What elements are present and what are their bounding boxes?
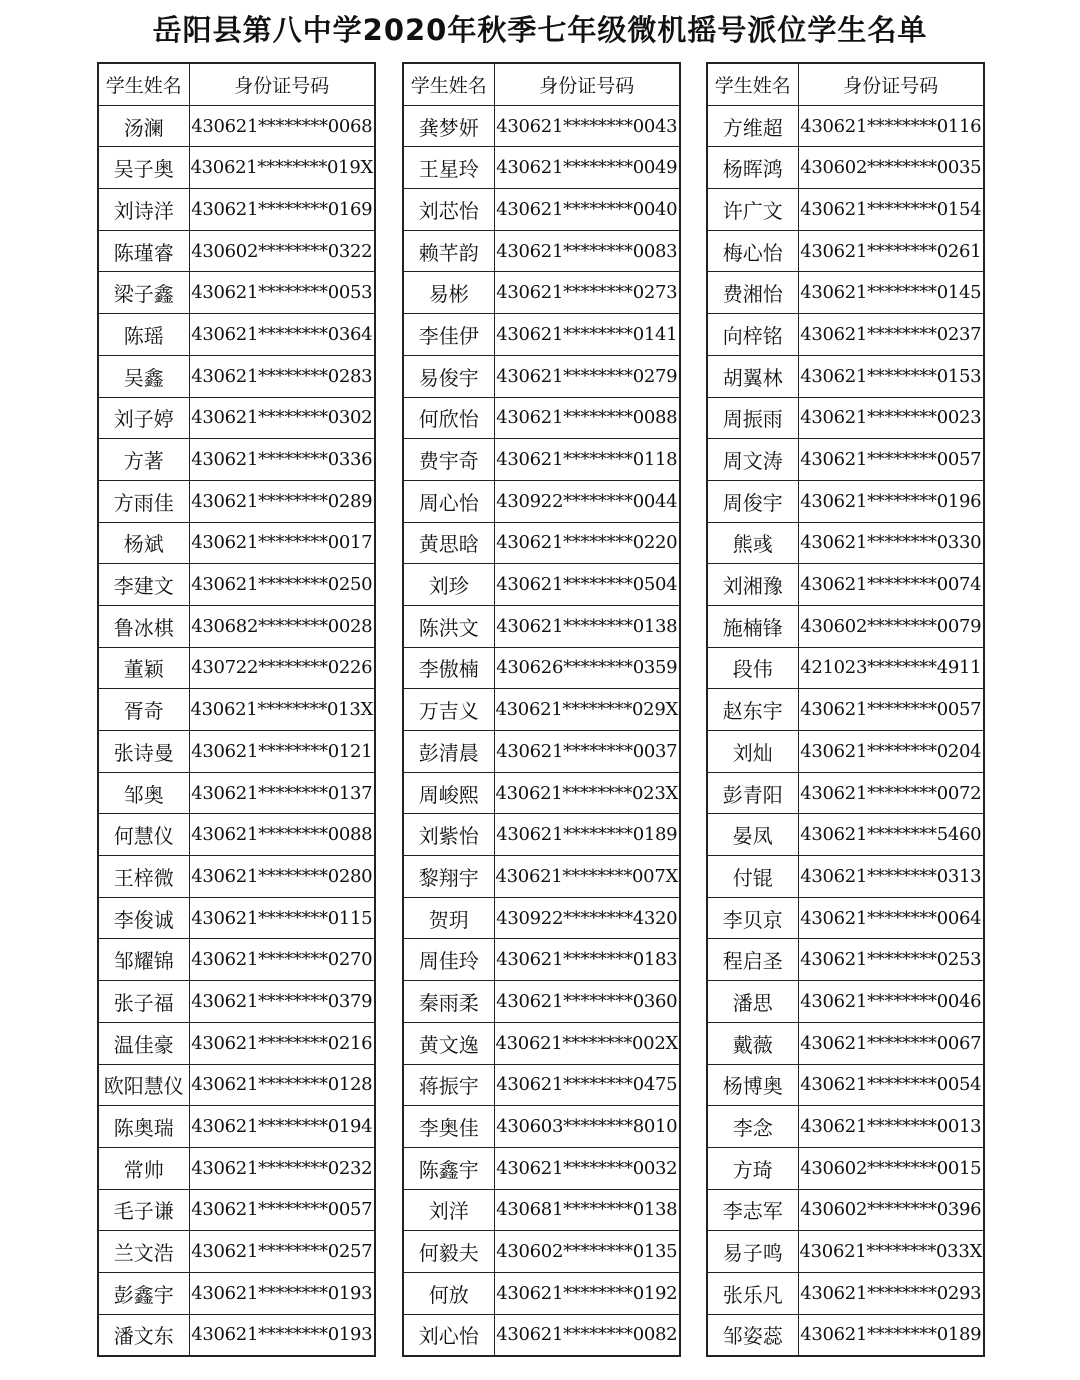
- id-number: 430621********0118: [494, 439, 680, 481]
- id-number: 430621********0504: [494, 564, 680, 606]
- student-name: 李佳伊: [403, 314, 494, 356]
- student-name: 刘心怡: [403, 1314, 494, 1356]
- id-number: 430621********019X: [189, 147, 375, 189]
- id-number: 430621********0088: [189, 814, 375, 856]
- student-name: 许广文: [707, 189, 798, 231]
- id-number: 430621********0257: [189, 1231, 375, 1273]
- id-number: 430621********0253: [798, 939, 984, 981]
- id-number: 430626********0359: [494, 647, 680, 689]
- id-number: 430621********0293: [798, 1272, 984, 1314]
- id-number: 430621********023X: [494, 772, 680, 814]
- student-name: 李奥佳: [403, 1106, 494, 1148]
- id-number: 430621********0270: [189, 939, 375, 981]
- table-row: [403, 439, 680, 481]
- id-number: 421023********4911: [798, 647, 984, 689]
- student-name: 潘文东: [98, 1314, 189, 1356]
- student-name: 欧阳慧仪: [98, 1064, 189, 1106]
- id-number: 430621********0216: [189, 1022, 375, 1064]
- table-row: [98, 355, 375, 397]
- page-title: 岳阳县第八中学2020年秋季七年级微机摇号派位学生名单: [152, 13, 928, 47]
- table-row: [403, 564, 680, 606]
- id-number: 430621********0054: [798, 1064, 984, 1106]
- id-number: 430621********0237: [798, 314, 984, 356]
- table-row: [707, 564, 984, 606]
- id-number: 430621********0046: [798, 981, 984, 1023]
- table-row: [403, 522, 680, 564]
- student-name: 李俊诚: [98, 897, 189, 939]
- table-row: [403, 1064, 680, 1106]
- table-row: [707, 189, 984, 231]
- table-row: [707, 1189, 984, 1231]
- table-row: [98, 1272, 375, 1314]
- header-id-number: 身份证号码: [189, 63, 375, 105]
- id-number: 430621********0250: [189, 564, 375, 606]
- table-row: [707, 647, 984, 689]
- id-number: 430621********0141: [494, 314, 680, 356]
- id-number: 430621********002X: [494, 1022, 680, 1064]
- table-row: [98, 147, 375, 189]
- table-row: [707, 1022, 984, 1064]
- table-row: [98, 605, 375, 647]
- id-number: 430602********0322: [189, 230, 375, 272]
- student-name: 陈瑾睿: [98, 230, 189, 272]
- table-row: [707, 772, 984, 814]
- student-name: 易俊宇: [403, 355, 494, 397]
- roster-table-1: [97, 62, 376, 1357]
- table-row: [707, 939, 984, 981]
- id-number: 430621********0360: [494, 981, 680, 1023]
- table-row: [707, 480, 984, 522]
- id-number: 430621********0017: [189, 522, 375, 564]
- id-number: 430621********0023: [798, 397, 984, 439]
- header-id-number: 身份证号码: [798, 63, 984, 105]
- student-name: 戴薇: [707, 1022, 798, 1064]
- id-number: 430621********007X: [494, 856, 680, 898]
- id-number: 430621********0283: [189, 355, 375, 397]
- table-row: [707, 230, 984, 272]
- student-name: 晏凤: [707, 814, 798, 856]
- id-number: 430621********0082: [494, 1314, 680, 1356]
- student-name: 黎翔宇: [403, 856, 494, 898]
- student-name: 刘紫怡: [403, 814, 494, 856]
- student-name: 张乐凡: [707, 1272, 798, 1314]
- table-row: [403, 814, 680, 856]
- student-name: 段伟: [707, 647, 798, 689]
- id-number: 430621********0193: [189, 1272, 375, 1314]
- id-number: 430621********0273: [494, 272, 680, 314]
- table-row: [707, 1106, 984, 1148]
- id-number: 430621********0053: [189, 272, 375, 314]
- student-name: 汤澜: [98, 105, 189, 147]
- id-number: 430621********0057: [189, 1189, 375, 1231]
- id-number: 430621********5460: [798, 814, 984, 856]
- id-number: 430621********0072: [798, 772, 984, 814]
- student-name: 张诗曼: [98, 731, 189, 773]
- table-row: [98, 939, 375, 981]
- student-name: 周文涛: [707, 439, 798, 481]
- table-row: [98, 897, 375, 939]
- student-name: 刘湘豫: [707, 564, 798, 606]
- student-name: 付锟: [707, 856, 798, 898]
- table-row: [403, 981, 680, 1023]
- student-name: 陈奥瑞: [98, 1106, 189, 1148]
- table-row: [403, 355, 680, 397]
- id-number: 430621********0194: [189, 1106, 375, 1148]
- table-row: [707, 522, 984, 564]
- table-row: [707, 105, 984, 147]
- table-row: [98, 1147, 375, 1189]
- table-row: [98, 105, 375, 147]
- student-name: 陈鑫宇: [403, 1147, 494, 1189]
- student-name: 赖芊韵: [403, 230, 494, 272]
- table-row: [403, 1189, 680, 1231]
- table-row: [707, 272, 984, 314]
- student-name: 刘子婷: [98, 397, 189, 439]
- student-name: 董颖: [98, 647, 189, 689]
- table-row: [403, 1272, 680, 1314]
- table-row: [403, 897, 680, 939]
- id-number: 430621********0137: [189, 772, 375, 814]
- table-row: [403, 772, 680, 814]
- id-number: 430621********0169: [189, 189, 375, 231]
- header-row: [707, 63, 984, 105]
- student-name: 毛子谦: [98, 1189, 189, 1231]
- table-row: [98, 1189, 375, 1231]
- student-name: 吴子奥: [98, 147, 189, 189]
- table-row: [98, 814, 375, 856]
- header-student-name: 学生姓名: [98, 63, 189, 105]
- student-name: 贺玥: [403, 897, 494, 939]
- table-row: [98, 564, 375, 606]
- student-name: 万吉义: [403, 689, 494, 731]
- student-name: 周峻熙: [403, 772, 494, 814]
- id-number: 430922********4320: [494, 897, 680, 939]
- header-id-number: 身份证号码: [494, 63, 680, 105]
- table-row: [403, 856, 680, 898]
- student-name: 李建文: [98, 564, 189, 606]
- id-number: 430621********0083: [494, 230, 680, 272]
- student-name: 彭鑫宇: [98, 1272, 189, 1314]
- table-row: [403, 1231, 680, 1273]
- id-number: 430621********0074: [798, 564, 984, 606]
- table-row: [707, 355, 984, 397]
- student-name: 何慧仪: [98, 814, 189, 856]
- student-name: 易子鸣: [707, 1231, 798, 1273]
- student-name: 赵东宇: [707, 689, 798, 731]
- table-row: [98, 272, 375, 314]
- roster-table-2: [402, 62, 681, 1357]
- table-row: [98, 1106, 375, 1148]
- id-number: 430621********0067: [798, 1022, 984, 1064]
- id-number: 430621********0115: [189, 897, 375, 939]
- id-number: 430621********0088: [494, 397, 680, 439]
- student-name: 胡翼林: [707, 355, 798, 397]
- table-row: [707, 1147, 984, 1189]
- student-name: 潘思: [707, 981, 798, 1023]
- table-row: [403, 189, 680, 231]
- id-number: 430621********0043: [494, 105, 680, 147]
- id-number: 430602********0035: [798, 147, 984, 189]
- table-row: [98, 981, 375, 1023]
- id-number: 430621********0128: [189, 1064, 375, 1106]
- student-name: 温佳豪: [98, 1022, 189, 1064]
- table-row: [98, 439, 375, 481]
- student-name: 施楠锋: [707, 605, 798, 647]
- table-row: [707, 814, 984, 856]
- table-row: [707, 397, 984, 439]
- id-number: 430621********033X: [798, 1231, 984, 1273]
- table-row: [403, 147, 680, 189]
- id-number: 430621********0040: [494, 189, 680, 231]
- student-name: 易彬: [403, 272, 494, 314]
- id-number: 430621********0313: [798, 856, 984, 898]
- id-number: 430621********0364: [189, 314, 375, 356]
- id-number: 430621********0192: [494, 1272, 680, 1314]
- table-row: [403, 272, 680, 314]
- student-name: 刘芯怡: [403, 189, 494, 231]
- id-number: 430681********0138: [494, 1189, 680, 1231]
- student-name: 鲁冰棋: [98, 605, 189, 647]
- table-row: [403, 731, 680, 773]
- student-name: 梁子鑫: [98, 272, 189, 314]
- table-row: [98, 397, 375, 439]
- table-row: [403, 1314, 680, 1356]
- table-row: [403, 689, 680, 731]
- table-row: [707, 856, 984, 898]
- id-number: 430722********0226: [189, 647, 375, 689]
- id-number: 430621********0116: [798, 105, 984, 147]
- student-name: 杨晖鸿: [707, 147, 798, 189]
- table-row: [707, 1314, 984, 1356]
- id-number: 430621********0475: [494, 1064, 680, 1106]
- id-number: 430603********8010: [494, 1106, 680, 1148]
- student-name: 秦雨柔: [403, 981, 494, 1023]
- student-name: 黄思晗: [403, 522, 494, 564]
- roster-table-3: [706, 62, 985, 1357]
- id-number: 430621********0183: [494, 939, 680, 981]
- student-name: 何毅夫: [403, 1231, 494, 1273]
- table-row: [403, 939, 680, 981]
- table-row: [98, 1064, 375, 1106]
- table-row: [403, 314, 680, 356]
- student-name: 李念: [707, 1106, 798, 1148]
- student-name: 程启圣: [707, 939, 798, 981]
- table-row: [98, 522, 375, 564]
- table-row: [98, 1314, 375, 1356]
- id-number: 430621********0232: [189, 1147, 375, 1189]
- id-number: 430621********0379: [189, 981, 375, 1023]
- table-row: [98, 189, 375, 231]
- table-row: [707, 314, 984, 356]
- student-name: 胥奇: [98, 689, 189, 731]
- id-number: 430621********0280: [189, 856, 375, 898]
- table-row: [403, 1022, 680, 1064]
- table-row: [707, 605, 984, 647]
- table-row: [403, 1106, 680, 1148]
- student-name: 李贝京: [707, 897, 798, 939]
- id-number: 430922********0044: [494, 480, 680, 522]
- student-name: 何放: [403, 1272, 494, 1314]
- table-row: [707, 731, 984, 773]
- table-row: [98, 856, 375, 898]
- id-number: 430621********0153: [798, 355, 984, 397]
- table-row: [403, 397, 680, 439]
- table-row: [707, 689, 984, 731]
- id-number: 430621********0037: [494, 731, 680, 773]
- student-name: 刘灿: [707, 731, 798, 773]
- table-row: [98, 731, 375, 773]
- id-number: 430621********0189: [798, 1314, 984, 1356]
- header-row: [98, 63, 375, 105]
- table-row: [707, 897, 984, 939]
- table-row: [403, 647, 680, 689]
- student-name: 方雨佳: [98, 480, 189, 522]
- student-name: 何欣怡: [403, 397, 494, 439]
- id-number: 430621********0032: [494, 1147, 680, 1189]
- student-name: 方维超: [707, 105, 798, 147]
- table-row: [707, 981, 984, 1023]
- student-name: 邹奥: [98, 772, 189, 814]
- table-row: [707, 1272, 984, 1314]
- id-number: 430682********0028: [189, 605, 375, 647]
- student-name: 方著: [98, 439, 189, 481]
- student-name: 刘诗洋: [98, 189, 189, 231]
- table-row: [98, 230, 375, 272]
- table-row: [403, 1147, 680, 1189]
- table-row: [707, 439, 984, 481]
- id-number: 430602********0135: [494, 1231, 680, 1273]
- id-number: 430621********0057: [798, 689, 984, 731]
- table-row: [403, 105, 680, 147]
- student-name: 刘珍: [403, 564, 494, 606]
- student-name: 杨博奥: [707, 1064, 798, 1106]
- id-number: 430621********0013: [798, 1106, 984, 1148]
- table-row: [98, 772, 375, 814]
- id-number: 430621********0279: [494, 355, 680, 397]
- table-row: [707, 1231, 984, 1273]
- id-number: 430621********013X: [189, 689, 375, 731]
- table-row: [403, 605, 680, 647]
- id-number: 430621********0302: [189, 397, 375, 439]
- table-row: [707, 147, 984, 189]
- table-row: [98, 647, 375, 689]
- student-name: 周佳玲: [403, 939, 494, 981]
- table-row: [707, 1064, 984, 1106]
- header-row: [403, 63, 680, 105]
- id-number: 430621********0049: [494, 147, 680, 189]
- header-student-name: 学生姓名: [707, 63, 798, 105]
- id-number: 430621********0330: [798, 522, 984, 564]
- student-name: 张子福: [98, 981, 189, 1023]
- student-name: 向梓铭: [707, 314, 798, 356]
- id-number: 430621********0336: [189, 439, 375, 481]
- student-name: 周俊宇: [707, 480, 798, 522]
- id-number: 430621********0138: [494, 605, 680, 647]
- student-name: 黄文逸: [403, 1022, 494, 1064]
- id-number: 430602********0396: [798, 1189, 984, 1231]
- student-name: 周振雨: [707, 397, 798, 439]
- table-row: [98, 314, 375, 356]
- header-student-name: 学生姓名: [403, 63, 494, 105]
- student-name: 陈瑶: [98, 314, 189, 356]
- student-name: 邹耀锦: [98, 939, 189, 981]
- student-name: 王星玲: [403, 147, 494, 189]
- student-name: 费宇奇: [403, 439, 494, 481]
- id-number: 430621********0196: [798, 480, 984, 522]
- id-number: 430621********0121: [189, 731, 375, 773]
- id-number: 430621********0145: [798, 272, 984, 314]
- id-number: 430621********0289: [189, 480, 375, 522]
- id-number: 430602********0015: [798, 1147, 984, 1189]
- student-name: 彭清晨: [403, 731, 494, 773]
- student-name: 吴鑫: [98, 355, 189, 397]
- id-number: 430621********0261: [798, 230, 984, 272]
- table-row: [403, 230, 680, 272]
- student-name: 龚梦妍: [403, 105, 494, 147]
- student-name: 王梓微: [98, 856, 189, 898]
- student-name: 陈洪文: [403, 605, 494, 647]
- table-row: [403, 480, 680, 522]
- table-row: [98, 689, 375, 731]
- id-number: 430621********0068: [189, 105, 375, 147]
- student-name: 彭青阳: [707, 772, 798, 814]
- student-name: 周心怡: [403, 480, 494, 522]
- student-name: 费湘怡: [707, 272, 798, 314]
- id-number: 430602********0079: [798, 605, 984, 647]
- id-number: 430621********0189: [494, 814, 680, 856]
- student-name: 兰文浩: [98, 1231, 189, 1273]
- student-name: 蒋振宇: [403, 1064, 494, 1106]
- student-name: 杨斌: [98, 522, 189, 564]
- student-name: 熊彧: [707, 522, 798, 564]
- student-name: 梅心怡: [707, 230, 798, 272]
- student-name: 方琦: [707, 1147, 798, 1189]
- id-number: 430621********0220: [494, 522, 680, 564]
- id-number: 430621********0204: [798, 731, 984, 773]
- student-name: 刘洋: [403, 1189, 494, 1231]
- student-name: 常帅: [98, 1147, 189, 1189]
- student-name: 李傲楠: [403, 647, 494, 689]
- id-number: 430621********0193: [189, 1314, 375, 1356]
- id-number: 430621********0154: [798, 189, 984, 231]
- table-row: [98, 1231, 375, 1273]
- id-number: 430621********029X: [494, 689, 680, 731]
- student-name: 邹姿蕊: [707, 1314, 798, 1356]
- id-number: 430621********0064: [798, 897, 984, 939]
- table-row: [98, 480, 375, 522]
- table-row: [98, 1022, 375, 1064]
- student-name: 李志军: [707, 1189, 798, 1231]
- id-number: 430621********0057: [798, 439, 984, 481]
